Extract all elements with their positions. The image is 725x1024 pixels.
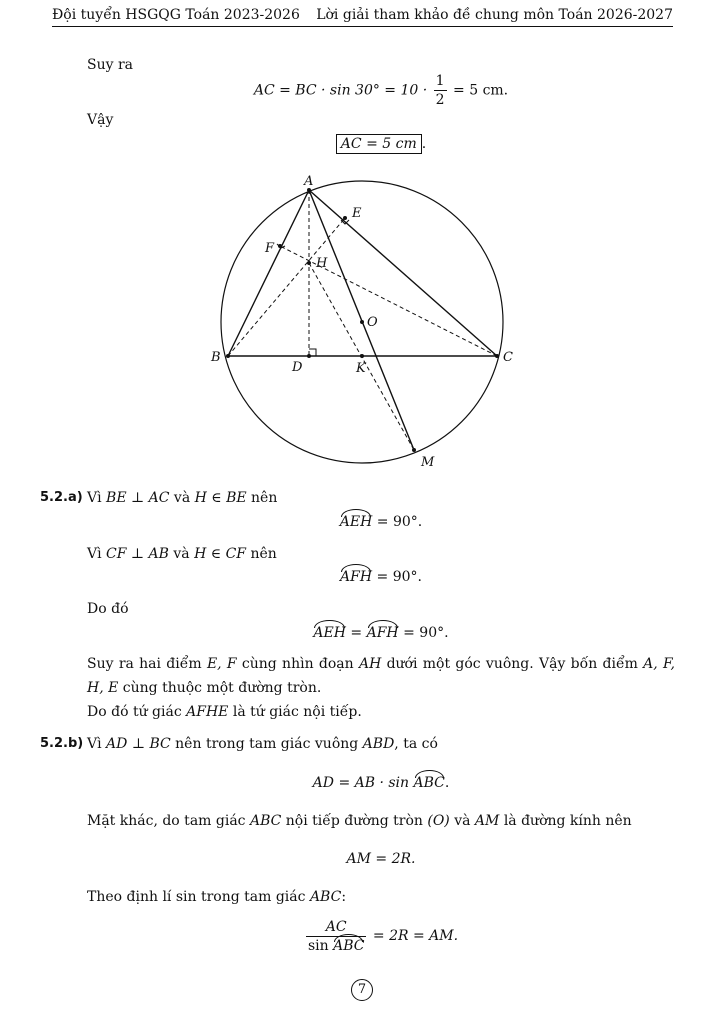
suy-ra-text: Suy ra	[87, 57, 134, 73]
label-c: C	[503, 350, 513, 365]
altitude-cf	[280, 246, 497, 356]
point-f	[278, 244, 282, 248]
right-angle-marks	[277, 220, 349, 356]
equation-ac-rhs: = 5 cm.	[453, 82, 509, 99]
sine-law-numerator: AC	[306, 918, 367, 937]
header-rule	[52, 26, 673, 27]
point-m	[412, 448, 416, 452]
fraction-numerator: 1	[435, 73, 445, 89]
part-b-line2: Mặt khác, do tam giác ABC nội tiếp đường tròn (O) và AM là đường kính nên	[87, 813, 632, 829]
angle-abc: ABC	[413, 775, 445, 791]
boxed-answer-tail: .	[421, 136, 427, 152]
equation-am: AM = 2R.	[346, 851, 416, 867]
altitude-be	[228, 218, 345, 356]
part-b-label: 5.2.b)	[40, 736, 84, 751]
equation-ac	[87, 72, 675, 109]
angle-aeh: AEH	[339, 514, 373, 530]
label-k: K	[356, 361, 366, 376]
diameter-am	[309, 190, 414, 450]
angle-afh-2: AFH	[366, 625, 399, 641]
equation-ac-lhs: AC = BC · sin 30° = 10 ·	[253, 82, 428, 99]
label-f: F	[265, 241, 275, 256]
part-b-line1: Vì AD ⊥ BC nên trong tam giác vuông ABD, ta có	[87, 736, 438, 752]
point-d	[307, 354, 311, 358]
point-b	[226, 354, 230, 358]
boxed-answer-text: AC = 5 cm	[336, 134, 422, 154]
fraction-half	[434, 72, 447, 109]
side-ac	[309, 190, 497, 356]
part-a-line2: Vì CF ⊥ AB và H ∈ CF nên	[87, 546, 277, 562]
label-b: B	[211, 350, 221, 365]
point-c	[495, 354, 499, 358]
point-h	[307, 261, 311, 265]
side-ab	[228, 190, 309, 356]
equation-sine-law: $\frac{AC}{\text{sin ABC}}$ = 2R = AM.	[307, 918, 459, 954]
header-left: Đội tuyển HSGQG Toán 2023-2026	[52, 7, 300, 23]
sine-law-fraction	[306, 918, 367, 955]
page-number: 7	[351, 979, 373, 1001]
label-a: A	[304, 174, 314, 189]
label-m: M	[421, 455, 435, 470]
point-e	[343, 216, 347, 220]
angle-abc-2: ABC	[333, 937, 365, 954]
boxed-answer	[87, 134, 675, 154]
do-do-text: Do đó	[87, 601, 129, 617]
label-o: O	[367, 315, 378, 330]
label-d: D	[292, 360, 303, 375]
triangle-abc	[228, 190, 497, 450]
geometry-figure	[0, 165, 725, 475]
part-b-line3: Theo định lí sin trong tam giác ABC:	[87, 889, 347, 905]
point-dots	[226, 188, 499, 452]
vay-text: Vậy	[87, 112, 114, 128]
part-a-line1: Vì BE ⊥ AC và H ∈ BE nên	[87, 490, 278, 506]
part-a-paragraph: Suy ra hai điểm E, F cùng nhìn đoạn AH dưới một góc vuông. Vậy bốn điểm A, F, H, E cùng thuộc một đường tròn.	[87, 656, 676, 696]
point-o	[360, 320, 364, 324]
part-a-conclusion: Do đó tứ giác AFHE là tứ giác nội tiếp.	[87, 704, 362, 720]
equation-afh: AFH = 90°.	[340, 569, 422, 585]
fraction-denominator: 2	[435, 92, 445, 108]
header-right: Lời giải tham khảo đề chung môn Toán 2026-2027	[316, 7, 673, 23]
angle-afh: AFH	[340, 569, 373, 585]
label-e: E	[352, 206, 362, 221]
sine-law-denominator: sin ABC	[307, 937, 365, 954]
equation-aeh-afh: AEH = AFH = 90°.	[313, 625, 449, 641]
label-h: H	[316, 256, 328, 271]
angle-aeh-2: AEH	[313, 625, 346, 641]
equation-ad: AD = AB · sin ABC.	[312, 775, 450, 791]
point-k	[360, 354, 364, 358]
part-a-label: 5.2.a)	[40, 490, 83, 505]
equation-aeh: AEH = 90°.	[339, 514, 423, 530]
